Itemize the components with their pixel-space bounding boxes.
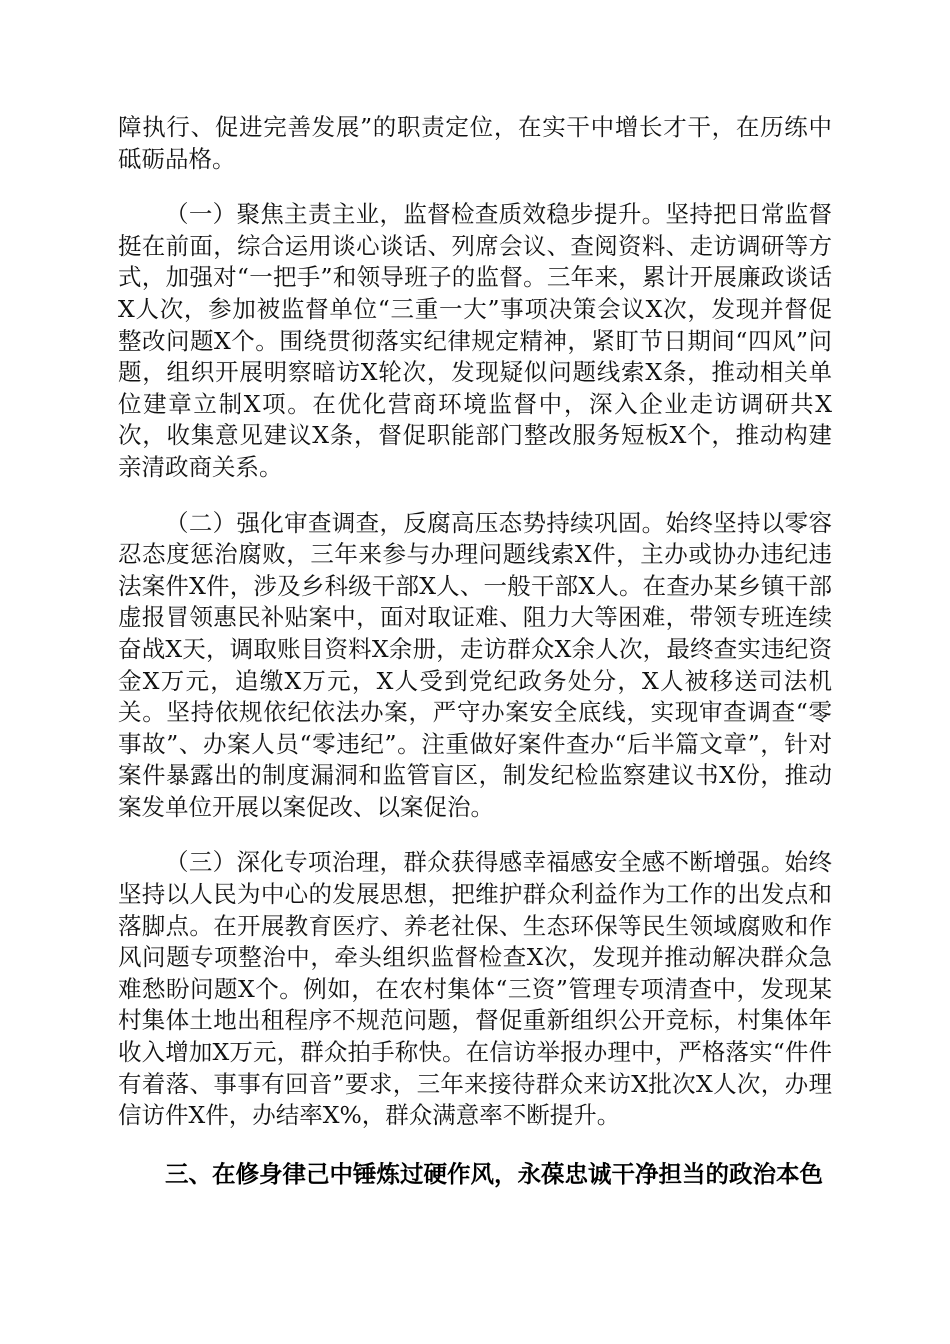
paragraph-continuation: 障执行、促进完善发展”的职责定位，在实干中增长才干，在历练中砥砺品格。 bbox=[118, 113, 832, 173]
paragraph-investigation: （二）强化审查调查，反腐高压态势持续巩固。始终坚持以零容忍态度惩治腐败，三年来参与办理问题线索X件，主办或协办违纪违法案件X件，涉及乡科级干部X人、一般干部X人。在查办某乡镇干部虚报冒领惠民补贴案中，面对取证难、阻力大等困难，带领专班连续奋战X天，调取账目资料X余册，走访群众X余人次，最终查实违纪资金X万元，追缴X万元，X人受到党纪政务处分，X人被移送司法机关。坚持依规依纪依法办案，严守办案安全底线，实现审查调查“零事故”、办案人员“零违纪”。注重做好案件查办“后半篇文章”，针对案件暴露出的制度漏洞和监管盲区，制发纪检监察建议书X份，推动案发单位开展以案促改、以案促治。 bbox=[118, 508, 832, 821]
section-heading: 三、在修身律己中锤炼过硬作风，永葆忠诚干净担当的政治本色 bbox=[165, 1159, 823, 1188]
document-page bbox=[118, 112, 832, 1190]
paragraph-supervision: （一）聚焦主责主业，监督检查质效稳步提升。坚持把日常监督挺在前面，综合运用谈心谈话、列席会议、查阅资料、走访调研等方式，加强对“一把手”和领导班子的监督。三年来，累计开展廉政谈话X人次，参加被监督单位“三重一大”事项决策会议X次，发现并督促整改问题X个。围绕贯彻落实纪律规定精神，紧盯节日期间“四风”问题，组织开展明察暗访X轮次，发现疑似问题线索X条，推动相关单位建章立制X项。在优化营商环境监督中，深入企业走访调研共X次，收集意见建议X条，督促职能部门整改服务短板X个，推动构建亲清政商关系。 bbox=[118, 200, 832, 481]
paragraph-special-governance: （三）深化专项治理，群众获得感幸福感安全感不断增强。始终坚持以人民为中心的发展思想，把维护群众利益作为工作的出发点和落脚点。在开展教育医疗、养老社保、生态环保等民生领域腐败和作风问题专项整治中，牵头组织监督检查X次，发现并推动解决群众急难愁盼问题X个。例如，在农村集体“三资”管理专项清查中，发现某村集体土地出租程序不规范问题，督促重新组织公开竞标，村集体年收入增加X万元，群众拍手称快。在信访举报办理中，严格落实“件件有着落、事事有回音”要求，三年来接待群众来访X批次X人次，办理信访件X件，办结率X%，群众满意率不断提升。 bbox=[118, 848, 832, 1130]
